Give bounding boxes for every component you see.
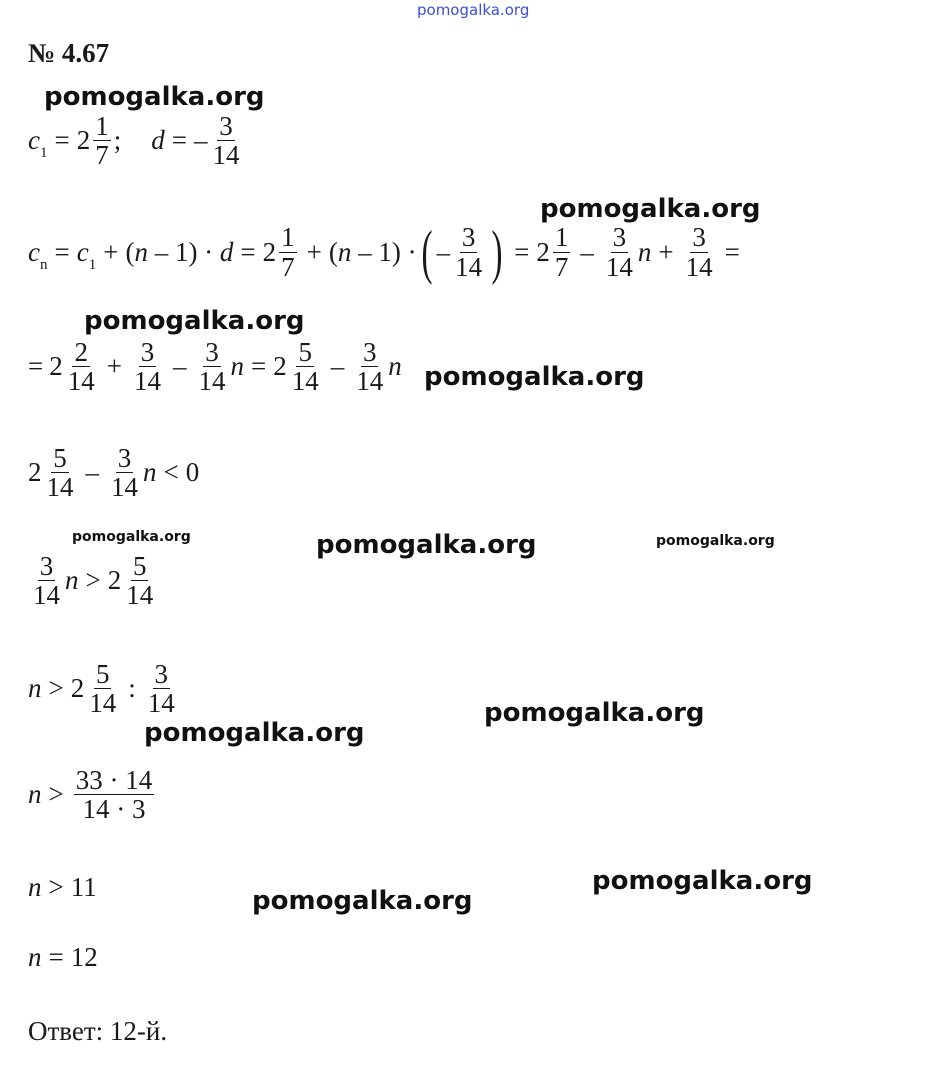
watermark: pomogalka.org bbox=[656, 533, 775, 549]
fraction: $\frac{3}{14}$ bbox=[111, 443, 138, 503]
inequality-line: n > $\frac{33 \cdot 14}{14 \cdot 3}$ bbox=[28, 765, 153, 825]
c1-whole: 2 bbox=[76, 125, 91, 156]
inequality-line: $\frac{3}{14}$ n > 2 $\frac{5}{14}$ bbox=[33, 551, 154, 611]
c1-fraction: $\frac{1}{7}$ bbox=[95, 111, 109, 171]
watermark: pomogalka.org bbox=[252, 886, 473, 916]
problem-number: № 4.67 bbox=[28, 38, 110, 68]
fraction: $\frac{3}{14}$ bbox=[198, 337, 226, 397]
watermark: pomogalka.org bbox=[72, 529, 191, 545]
fraction: $\frac{3}{14}$ bbox=[356, 337, 384, 397]
fraction: $\frac{3}{14}$ bbox=[455, 222, 483, 282]
watermark: pomogalka.org bbox=[484, 698, 705, 728]
fraction: $\frac{5}{14}$ bbox=[46, 443, 74, 503]
fraction: $\frac{33 \cdot 14}{14 \cdot 3}$ bbox=[75, 765, 153, 825]
fraction: $\frac{5}{14}$ bbox=[126, 551, 154, 611]
formula-line: $c_n$ = $c_1$ + (n – 1) · d = 2 $\frac{1}{7}$ + (n – 1) · ( – $\frac{3}{14}$ ) = 2 $\frac{1}{7}$ – $\frac{3}{14}$ n + $\frac{3}{14}$ = bbox=[28, 219, 740, 285]
fraction: $\frac{3}{14}$ bbox=[605, 222, 633, 282]
fraction: $\frac{3}{14}$ bbox=[33, 551, 60, 611]
simplification-line: = 2 $\frac{2}{14}$ + $\frac{3}{14}$ – $\frac{3}{14}$ n = 2 $\frac{5}{14}$ – $\frac{3}{14}$ n bbox=[28, 337, 402, 397]
answer: Ответ: 12-й. bbox=[28, 1016, 168, 1046]
watermark-top: pomogalka.org bbox=[417, 1, 530, 19]
watermark: pomogalka.org bbox=[316, 530, 537, 560]
watermark: pomogalka.org bbox=[44, 82, 265, 112]
watermark: pomogalka.org bbox=[84, 306, 305, 336]
fraction: $\frac{5}{14}$ bbox=[89, 659, 117, 719]
watermark: pomogalka.org bbox=[144, 718, 365, 748]
watermark: pomogalka.org bbox=[424, 362, 645, 392]
given-line: $c_1$ = 2 $\frac{1}{7}$ ; d = – $\frac{3}{14}$ bbox=[28, 111, 240, 171]
fraction: $\frac{2}{14}$ bbox=[67, 337, 95, 397]
fraction: $\frac{5}{14}$ bbox=[291, 337, 319, 397]
inequality-line: 2 $\frac{5}{14}$ – $\frac{3}{14}$ n < 0 bbox=[28, 443, 200, 503]
fraction: $\frac{1}{7}$ bbox=[281, 222, 295, 282]
fraction: $\frac{1}{7}$ bbox=[554, 222, 569, 282]
result-line: n = 12 bbox=[28, 942, 98, 972]
watermark: pomogalka.org bbox=[540, 194, 761, 224]
fraction: $\frac{3}{14}$ bbox=[147, 659, 175, 719]
fraction: $\frac{3}{14}$ bbox=[133, 337, 161, 397]
watermark: pomogalka.org bbox=[592, 866, 813, 896]
inequality-line: n > 2 $\frac{5}{14}$ : $\frac{3}{14}$ bbox=[28, 659, 175, 719]
d-fraction: $\frac{3}{14}$ bbox=[212, 111, 240, 171]
inequality-line: n > 11 bbox=[28, 872, 97, 902]
fraction: $\frac{3}{14}$ bbox=[685, 222, 713, 282]
